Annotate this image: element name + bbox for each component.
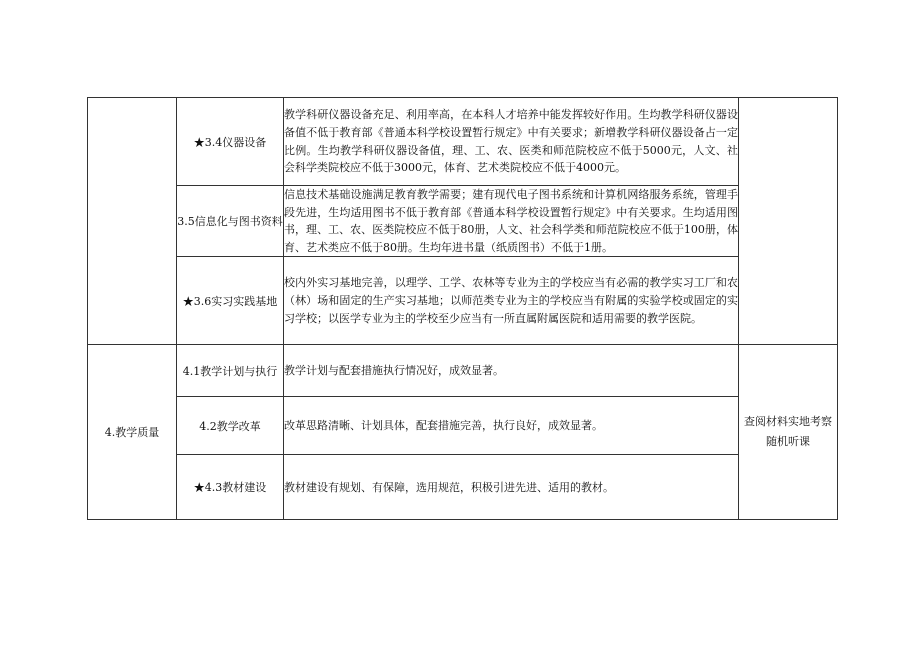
description-cell: 教学计划与配套措施执行情况好，成效显著。 (284, 345, 739, 397)
item-cell: ★3.6实习实践基地 (177, 257, 284, 345)
item-cell: 4.2教学改革 (177, 397, 284, 455)
table-row (88, 186, 838, 257)
description-cell: 教学科研仪器设备充足、利用率高，在本科人才培养中能发挥较好作用。生均教学科研仪器设备值不低于教育部《普通本科学校设置暂行规定》中有关要求；新增教学科研仪器设备占一定比例。生均教学科研仪器设备值，理、工、农、医类和师范院校应不低于5000元，人文、社会科学类院校应不低于3000元，体育、艺术类院校应不低于4000元。 (284, 98, 739, 186)
description-cell: 信息技术基础设施满足教育教学需要；建有现代电子图书系统和计算机网络服务系统，管理手段先进，生均适用图书不低于教育部《普通本科学校设置暂行规定》中有关要求。生均适用图书，理、工、农、医类院校应不低于80册，人文、社会科学类和师范院校应不低于100册，体育、艺术类应不低于80册。生均年进书量（纸质图书）不低于1册。 (284, 186, 739, 257)
table-row (88, 455, 838, 520)
description-cell: 教材建设有规划、有保障，选用规范，积极引进先进、适用的教材。 (284, 455, 739, 520)
method-cell (739, 345, 838, 520)
table-row (88, 98, 838, 186)
category-cell: 4.教学质量 (88, 345, 177, 520)
item-cell: ★4.3教材建设 (177, 455, 284, 520)
method-line: 查阅材料实地考察 (744, 415, 832, 429)
item-cell: 3.5信息化与图书资料 (177, 186, 284, 257)
description-cell: 校内外实习基地完善，以理学、工学、农林等专业为主的学校应当有必需的教学实习工厂和农（林）场和固定的生产实习基地；以师范类专业为主的学校应当有附属的实验学校或固定的实习学校；以医学专业为主的学校至少应当有一所直属附属医院和适用需要的教学医院。 (284, 257, 739, 345)
item-cell: 4.1教学计划与执行 (177, 345, 284, 397)
table-row (88, 345, 838, 397)
description-cell: 改革思路清晰、计划具体，配套措施完善，执行良好，成效显著。 (284, 397, 739, 455)
table-row (88, 397, 838, 455)
item-cell: ★3.4仪器设备 (177, 98, 284, 186)
method-line: 随机听课 (766, 435, 810, 449)
method-cell-empty (739, 98, 838, 345)
category-cell-empty (88, 98, 177, 345)
table-row (88, 257, 838, 345)
evaluation-table (87, 97, 838, 520)
